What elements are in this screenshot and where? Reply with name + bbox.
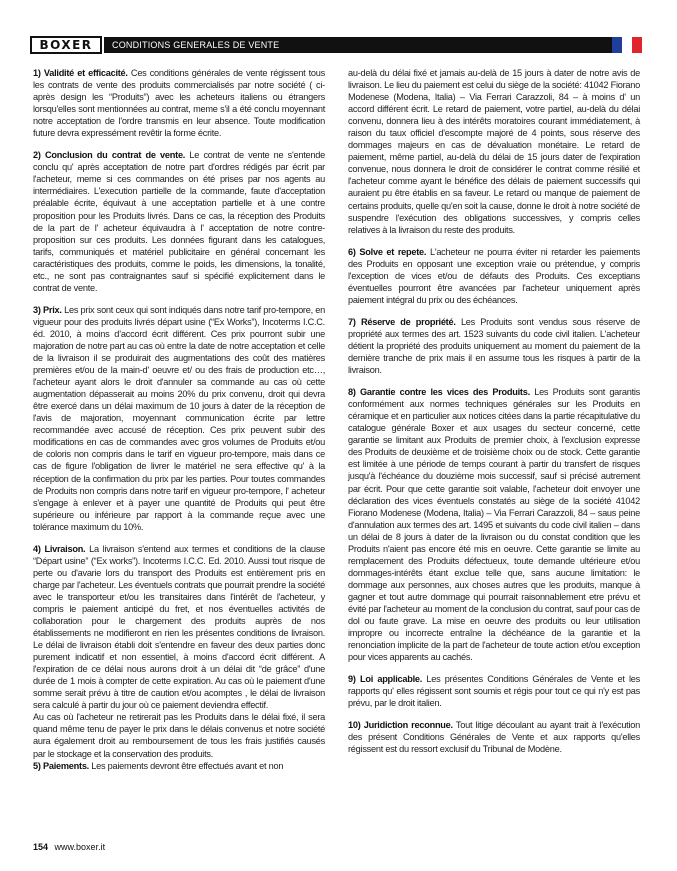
section-text: Les Produits sont garantis conformément aux normes techniques générales sur les Produits en céramique et en particulier aux notices citées dans la partie récapitulative du catalogue générale Boxer et aux usages du secteur concerné, cette garantie se limitant aux Produits de premier choix, à l'exclusion expresse des Produits de deuxième et de troisième choix ou de stock. Cette garantie est limitée à une période de temps courant à partir du transfert de risques jusqu'à l'échéance du douzième mois successif, sauf si précisé autrement par écrit. Pour que cette garantie soit valable, l'acheteur doit envoyer une déclaration des vices éventuels constatés au siège de la société 41042 Fiorano Modenese (Modena, Italia) – Via Ferrari Carazzoli, 84 – saus peine d'annulation aux termes des art. 1495 et suivants du code civil italien – dans un délai de 8 jours à dater de la livraison ou du constat condition que les Produits n'aient pas encore été mis en oeuvre. Cette garantie se limite au remplacement des Produits défectueux, toute demande ultérieure et/ou dommages-intérêts étant exclue telle que, sans aucune limitation: le dommage aux personnes, aux choses autres que les produits, manque à gagner et tout autre dommage qui pourrait raisonnablement etre prévu et évité par l'acheteur au moment de la conclusion du contrat, sauf pour cas de dol ou faute grave. La mise en oeuvre des produits ou leur utilisation impropre ou incorrecte entraîne la déchéance de la garantie et la renonciation implicite de la part de l'acheteur de toute action et/ou exception pour vices apparents au cachés. (348, 387, 641, 663)
section-title: 5) Paiements. (33, 760, 89, 771)
section-title: 8) Garantie contre les vices des Produits. (348, 387, 530, 398)
section-3 (33, 304, 325, 533)
section-10 (348, 719, 640, 755)
section-title: 3) Prix. (33, 304, 62, 315)
section-text: Tout litige découlant au ayant trait à l'exécution des présent Conditions Générales de Vente et aux rapports qu'elles régissent est du ressort exclusif du Tribunal de Modène. (348, 720, 640, 755)
left-column (33, 67, 325, 772)
section-7 (348, 316, 640, 376)
section-text-part1: Les paiements devront être effectués avant et non (91, 760, 284, 771)
section-title: 9) Loi applicable. (348, 674, 423, 685)
section-5-start (33, 760, 325, 772)
page-footer (33, 842, 105, 852)
section-text: L'acheteur ne pourra éviter ni retarder les paiements des Produits en opposant une exception vraie ou prétendue, y compris l'exception de vices et/ou de défauts des Produits. Ces exceptians éventuelles pourront être avancées par l'acheteur uniquement après paiement intégral du prix ou des échéances. (348, 246, 640, 305)
section-5-continued (348, 67, 640, 236)
section-title: 10) Juridiction reconnue. (348, 720, 453, 731)
page-number: 154 (33, 842, 49, 852)
section-8 (348, 386, 640, 663)
section-text: Les présentes Conditions Générales de Vente et les rapports qu' elles régissent sont soumis et régis pour tout ce qui n'y est pas prévu, par le droit italien. (348, 674, 640, 709)
section-text: Les Produits sont vendus sous réserve de propriété aux termes des art. 1523 suivants du code civil italien. L'acheteur détient la propriété des produits uniquement au moment du paiement de la dernière tranche de prix mais il en assume tous les risques à partir de la livraison. (348, 316, 640, 376)
section-title: 2) Conclusion du contrat de vente. (33, 150, 186, 161)
website-link[interactable]: www.boxer.it (54, 842, 106, 852)
section-text: Le contrat de vente ne s'entende conclu qu' après acceptation de notre part d'ordres rédigés par écrit par l'acheteur, meme si ces commandes on été prises par nos agents au intermédiaires. L'execution partielle de la commande, faute d'acceptation préalable écrite, équivaut à une acceptation partielle et à une contre proposition pour les Produits livrés. Dans ce cas, la réception des Produits de la part de l' acheteur équivaudra à l' acceptation de notre contre-proposition sur ces produits. Les données figurant dans les catalogues, tarifs, communiqués et matériel publicitaire en général concernant les caractéristiques des produits, comme le poids, les dimensions, la tonalité, etc., ne sont pas contraignantes sauf si spécifié explicitement dans le contrat de vente. (33, 150, 325, 293)
page-header (30, 36, 642, 54)
section-title: 4) Livraison. (33, 543, 86, 554)
section-title: 6) Solve et repete. (348, 246, 427, 257)
french-flag-icon (612, 37, 642, 53)
right-column (348, 67, 640, 765)
section-2 (33, 149, 325, 294)
section-4 (33, 543, 325, 760)
section-text: Les prix sont ceux qui sont indiqués dans notre tarif pro-tempore, en vigueur pour des produits livrés départ usine (“Ex Works”), Incoterms I.C.C. éd. 2010, à moins d’accord écrit différent. Ces prix pourront subir une majoration de notre part au cas où entre la date de notre acceptation et celle de la livraison il se produirait des augmentations des coût des matières premières et/ou de la main-d' oeuvre et/ ou des frais de production etc…, l'acheteur ayant alors le droit d'annuler sa commande au cas où cette augmentation dépasserait au moins 20% du prix convenu, droit qui devra être exercé dans un délai maximum de 10 jours à dater de la réception de l'avis de majoration, moyennant communication écrite par lettre recommandée avec accusé de réception. Ces prix peuvent subir des modifications en cas de commandes avec gros volumes de Produits et/ou de coloris non compris dans le tarif en vigueur pro-tempore, mais dans ce cas de figure l'obligation de livrer le matériel ne sera effective qu' à la réception de la confirmation du prix par les parties. Pour toutes commandes de Produits non compris dans notre tarif en vigueur pro-tempore, l' acheteur s'engage à enlever et à payer une quantité de Produits qui peut être supérieure ou inférieure par rapport à la commande reçue avec une tolérance maximum du 10%. (33, 304, 325, 532)
section-9 (348, 673, 640, 709)
section-text-part2: au-delà du délai fixé et jamais au-delà de 15 jours à dater de notre avis de livraison. Le lieu du paiement est celui du siège de la société: 41042 Fiorano Modenese (Modena, Italia) – Via Ferrari Carazzoli, 84 – à moins d' un accord différent écrit. Le retard de paiement, votre partiel, au-delà du délai convenu, donnera lieu à des intérêts moratoires courant immédiatement, à raison du taux officiel d'escompte majoré de 4 points, sous réserve des dommages majeurs en cas de dévaluation monétaire. Le retard de paiement, même partiel, au-delà du délai de 15 jours dater de l'expiration convenue, nous donnera le droit de considérer le contrat comme résilié et l'acheteur comme ayant le bénéfice des délais de paiement successifs qui auraient pu être établis en sa faveur. Le retard ou manque de paiement de certains produits, quelle qu'en soit la cause, donne le droit à notre société de suspendre l'exécution des obligations successives, y compris celles relatives à la livraison du reste des produits. (348, 68, 640, 235)
section-text: La livraison s'entend aux termes et conditions de la clause “Départ usine” (“Ex works”). Incoterms I.C.C. Ed. 2010. Aussi tout risque de perte ou d'avarie lors du transport des Produits est entièrement pris en charge par l'acheteur. Les éventuels contrats que pourrait prendre la société avec le transporteur et/ou les transitaires dans l'intérêt de l'acheteur, y compris le paiement anticipé du fret, et nos éventuelles activités de collaboration pour le chargement des produits auprès de nos établissements ne modifieront en rien les présentes conditions de livraison. Le délai de livraison établi doit s'entendre en faveur des deux parties donc purement indicatif et non essentiel, à moins d'accord écrit différent. A l'expiration de ce délai nous aurons droit à un délai dit “de grâce” d'une durée de 1 mois à compter de cette expiration. Au cas où le paiement d'une somme serait prévu à titre de caution et/ou acomptes , le délai de livraison sera calculé à partir du jour où ce paiement deviendra effectif. Au cas où l'acheteur ne retirerait pas les Produits dans le délai fixé, il sera quand même tenu de payer le prix dans le délais convenus et notre société aura également droit au remboursement de tous les frais justifiés causés par le stockage et la conservation des produits. (33, 543, 325, 759)
section-6 (348, 246, 640, 306)
header-title: CONDITIONS GENERALES DE VENTE (104, 37, 612, 53)
section-1 (33, 67, 325, 139)
section-text: Ces conditions générales de vente régissent tous les contrats de vente des produits commercialisés par notre société ( ci-après design les “Produits”) avec les acheteurs italiens ou étrangers lorsqu'elles sont mentionnées au contrat, meme s'il a été conclu moyennant notre acceptation de l'ordre transmis en leur absence. Toute modification future devra expressément revêtir la forme écrite. (33, 68, 325, 139)
section-title: 1) Validité et efficacité. (33, 68, 128, 78)
boxer-logo: BOXER (30, 36, 102, 54)
section-title: 7) Réserve de propriété. (348, 316, 456, 327)
